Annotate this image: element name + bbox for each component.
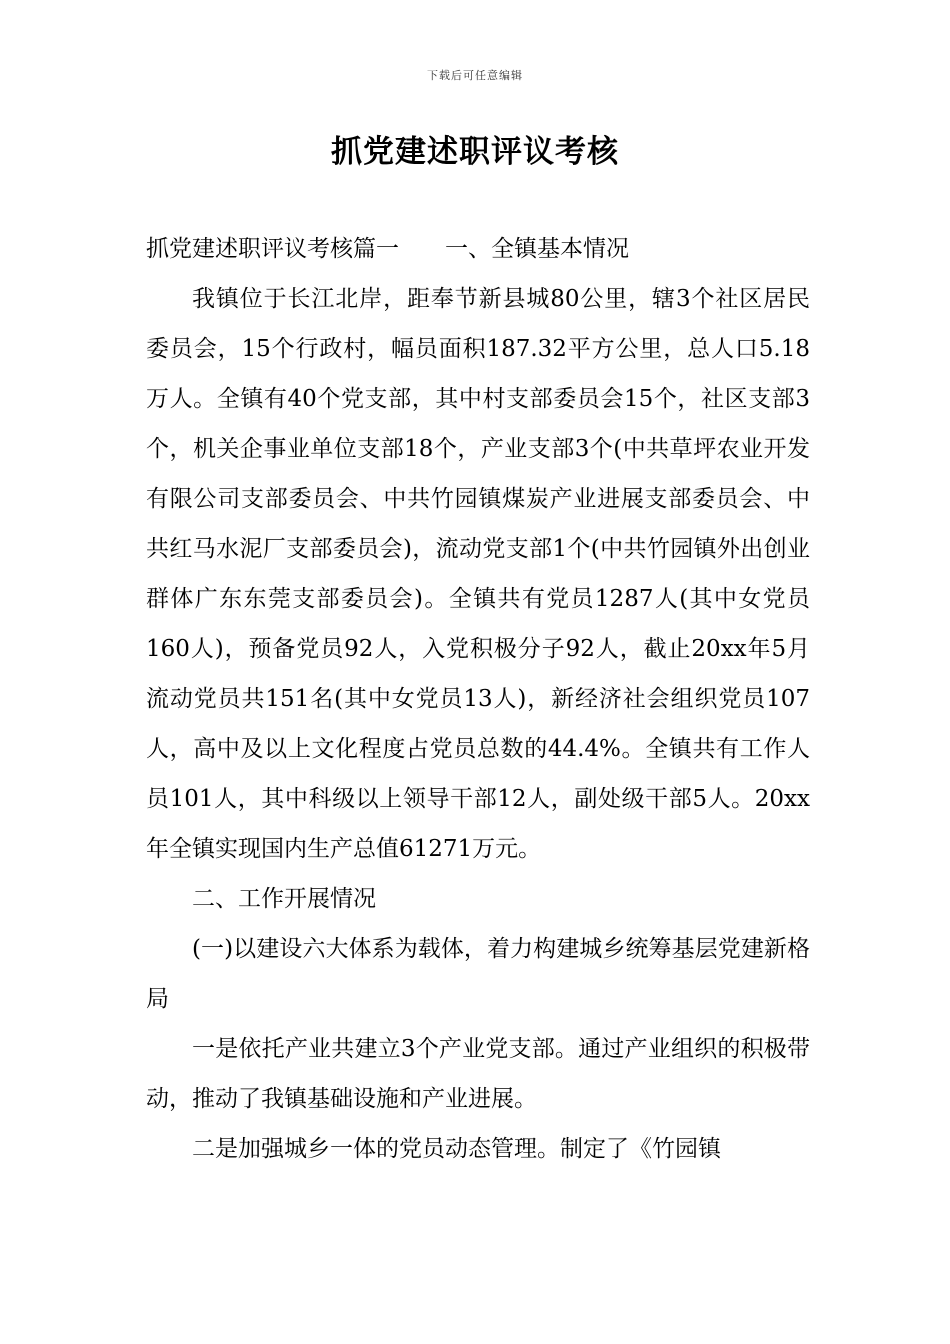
paragraph-management: 二是加强城乡一体的党员动态管理。制定了《竹园镇 bbox=[192, 1136, 721, 1162]
header-note: 下载后可任意编辑 bbox=[427, 69, 523, 82]
section-lead: 抓党建述职评议考核篇一 bbox=[146, 236, 399, 262]
paragraph-industry: 一是依托产业共建立3个产业党支部。通过产业组织的积极带动，推动了我镇基础设施和产业进展。 bbox=[146, 1036, 810, 1112]
paragraph-overview: 我镇位于长江北岸，距奉节新县城80公里，辖3个社区居民委员会，15个行政村，幅员面积187.32平方公里，总人口5.18万人。全镇有40个党支部，其中村支部委员会15个，社区支部3个，机关企事业单位支部18个，产业支部3个(中共草坪农业开发有限公司支部委员会、中共竹园镇煤炭产业进展支部委员会、中共红马水泥厂支部委员会)，流动党支部1个(中共竹园镇外出创业群体广东东莞支部委员会)。全镇共有党员1287人(其中女党员160人)，预备党员92人，入党积极分子92人，截止20xx年5月流动党员共151名(其中女党员13人)，新经济社会组织党员107人，高中及以上文化程度占党员总数的44.4%。全镇共有工作人员101人，其中科级以上领导干部12人，副处级干部5人。20xx年全镇实现国内生产总值61271万元。 bbox=[146, 286, 810, 862]
document-body bbox=[146, 224, 810, 1174]
section-heading: 一、全镇基本情况 bbox=[445, 236, 629, 262]
subsection-heading: (一)以建设六大体系为载体，着力构建城乡统筹基层党建新格局 bbox=[146, 936, 810, 1012]
first-line bbox=[146, 224, 810, 274]
document-title: 抓党建述职评议考核 bbox=[331, 134, 619, 170]
section-heading-work: 二、工作开展情况 bbox=[192, 886, 376, 912]
